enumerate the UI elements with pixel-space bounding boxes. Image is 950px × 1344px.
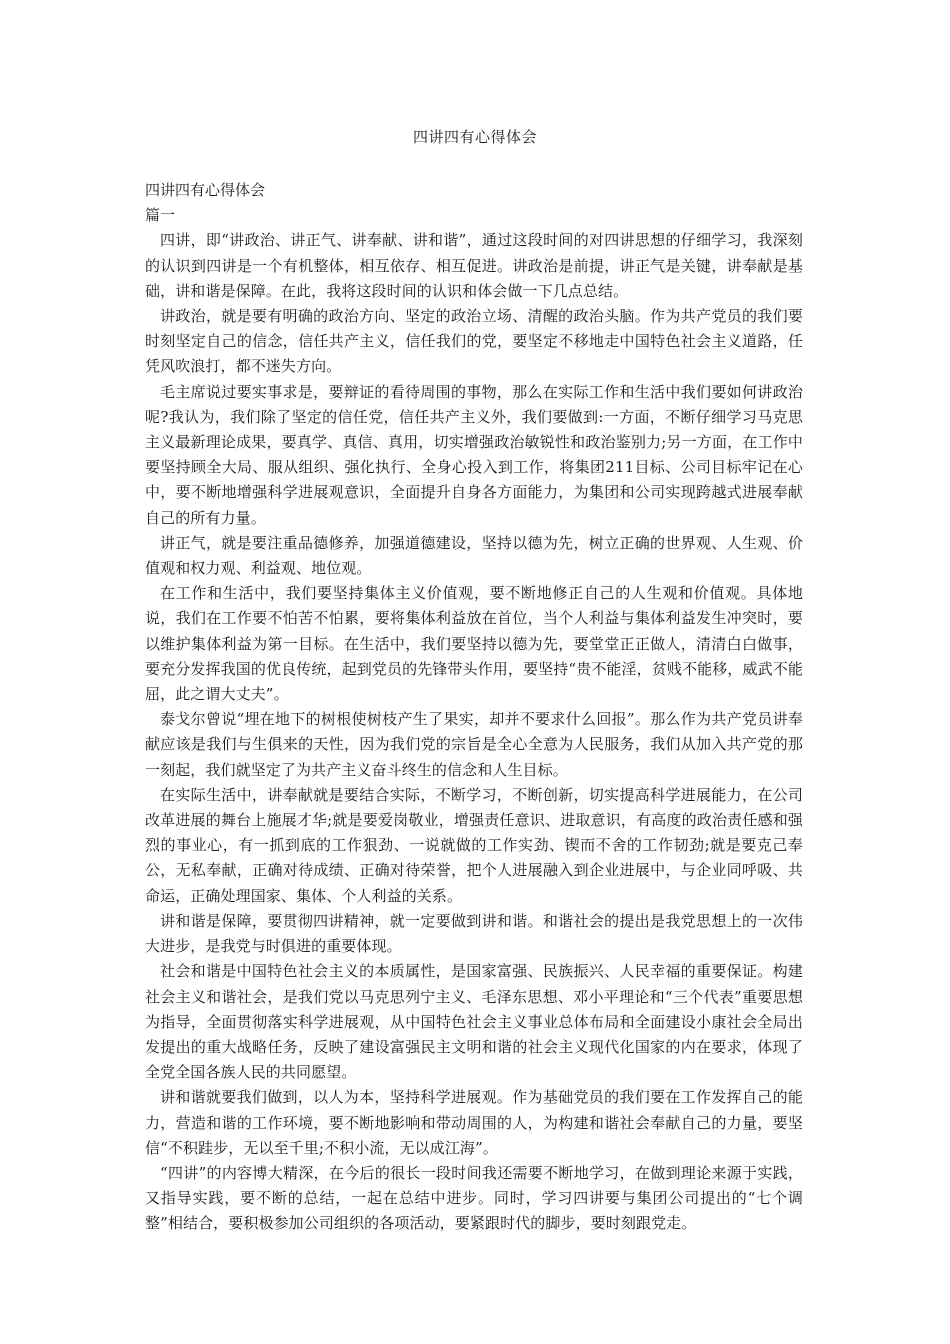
section-heading: 篇一 xyxy=(145,206,176,225)
paragraph: 讲和谐是保障，要贯彻四讲精神，就一定要做到讲和谐。和谐社会的提出是我党思想上的一次伟大进步，是我党与时俱进的重要体现。 xyxy=(145,911,803,956)
paragraph: 讲和谐就要我们做到，以人为本，坚持科学进展观。作为基础党员的我们要在工作发挥自己的能力，营造和谐的工作环境，要不断地影响和带动周围的人，为构建和谐社会奉献自己的力量，要坚信“不积跬步，无以至千里;不积小流，无以成江海”。 xyxy=(145,1088,803,1157)
paragraph: 四讲，即“讲政治、讲正气、讲奉献、讲和谐”，通过这段时间的对四讲思想的仔细学习，我深刻的认识到四讲是一个有机整体，相互依存、相互促进。讲政治是前提，讲正气是关键，讲奉献是基础，讲和谐是保障。在此，我将这段时间的认识和体会做一下几点总结。 xyxy=(145,231,803,300)
paragraph: 讲政治，就是要有明确的政治方向、坚定的政治立场、清醒的政治头脑。作为共产党员的我们要时刻坚定自己的信念，信任共产主义，信任我们的党，要坚定不移地走中国特色社会主义道路，任凭风吹浪打，都不迷失方向。 xyxy=(145,307,803,376)
document-body xyxy=(145,178,803,1237)
paragraph: 在实际生活中，讲奉献就是要结合实际，不断学习，不断创新，切实提高科学进展能力，在公司改革进展的舞台上施展才华;就是要爱岗敬业，增强责任意识、进取意识，有高度的政治责任感和强烈的事业心，有一抓到底的工作狠劲、一说就做的工作实劲、锲而不舍的工作韧劲;就是要克己奉公，无私奉献，正确对待成绩、正确对待荣誉，把个人进展融入到企业进展中，与企业同呼吸、共命运，正确处理国家、集体、个人利益的关系。 xyxy=(145,785,803,905)
paragraph: 毛主席说过要实事求是，要辩证的看待周围的事物，那么在实际工作和生活中我们要如何讲政治呢?我认为，我们除了坚定的信任党，信任共产主义外，我们要做到:一方面，不断仔细学习马克思主义最新理论成果，要真学、真信、真用，切实增强政治敏锐性和政治鉴别力;另一方面，在工作中要坚持顾全大局、服从组织、强化执行、全身心投入到工作，将集团211目标、公司目标牢记在心中，要不断地增强科学进展观意识，全面提升自身各方面能力，为集团和公司实现跨越式进展奉献自己的所有力量。 xyxy=(145,382,803,527)
document-subtitle: 四讲四有心得体会 xyxy=(145,181,266,199)
paragraph: “四讲”的内容博大精深，在今后的很长一段时间我还需要不断地学习，在做到理论来源于实践，又指导实践，要不断的总结，一起在总结中进步。同时，学习四讲要与集团公司提出的“七个调整”相结合，要积极参加公司组织的各项活动，要紧跟时代的脚步，要时刻跟党走。 xyxy=(145,1163,803,1233)
paragraph: 社会和谐是中国特色社会主义的本质属性，是国家富强、民族振兴、人民幸福的重要保证。构建社会主义和谐社会，是我们党以马克思列宁主义、毛泽东思想、邓小平理论和“三个代表”重要思想为指导，全面贯彻落实科学进展观，从中国特色社会主义事业总体布局和全面建设小康社会全局出发提出的重大战略任务，反映了建设富强民主文明和谐的社会主义现代化国家的内在要求，体现了全党全国各族人民的共同愿望。 xyxy=(145,962,803,1082)
paragraph: 在工作和生活中，我们要坚持集体主义价值观，要不断地修正自己的人生观和价值观。具体地说，我们在工作要不怕苦不怕累，要将集体利益放在首位，当个人利益与集体利益发生冲突时，要以维护集体利益为第一目标。在生活中，我们要坚持以德为先，要堂堂正正做人，清清白白做事，要充分发挥我国的优良传统，起到党员的先锋带头作用，要坚持“贵不能淫，贫贱不能移，威武不能屈，此之谓大丈夫”。 xyxy=(145,584,803,704)
paragraph: 泰戈尔曾说“埋在地下的树根使树枝产生了果实，却并不要求什么回报”。那么作为共产党员讲奉献应该是我们与生俱来的天性，因为我们党的宗旨是全心全意为人民服务，我们从加入共产党的那一刻起，我们就坚定了为共产主义奋斗终生的信念和人生目标。 xyxy=(145,710,803,779)
document-title: 四讲四有心得体会 xyxy=(412,128,537,146)
paragraph: 讲正气，就是要注重品德修养，加强道德建设，坚持以德为先，树立正确的世界观、人生观、价值观和权力观、利益观、地位观。 xyxy=(145,533,803,578)
